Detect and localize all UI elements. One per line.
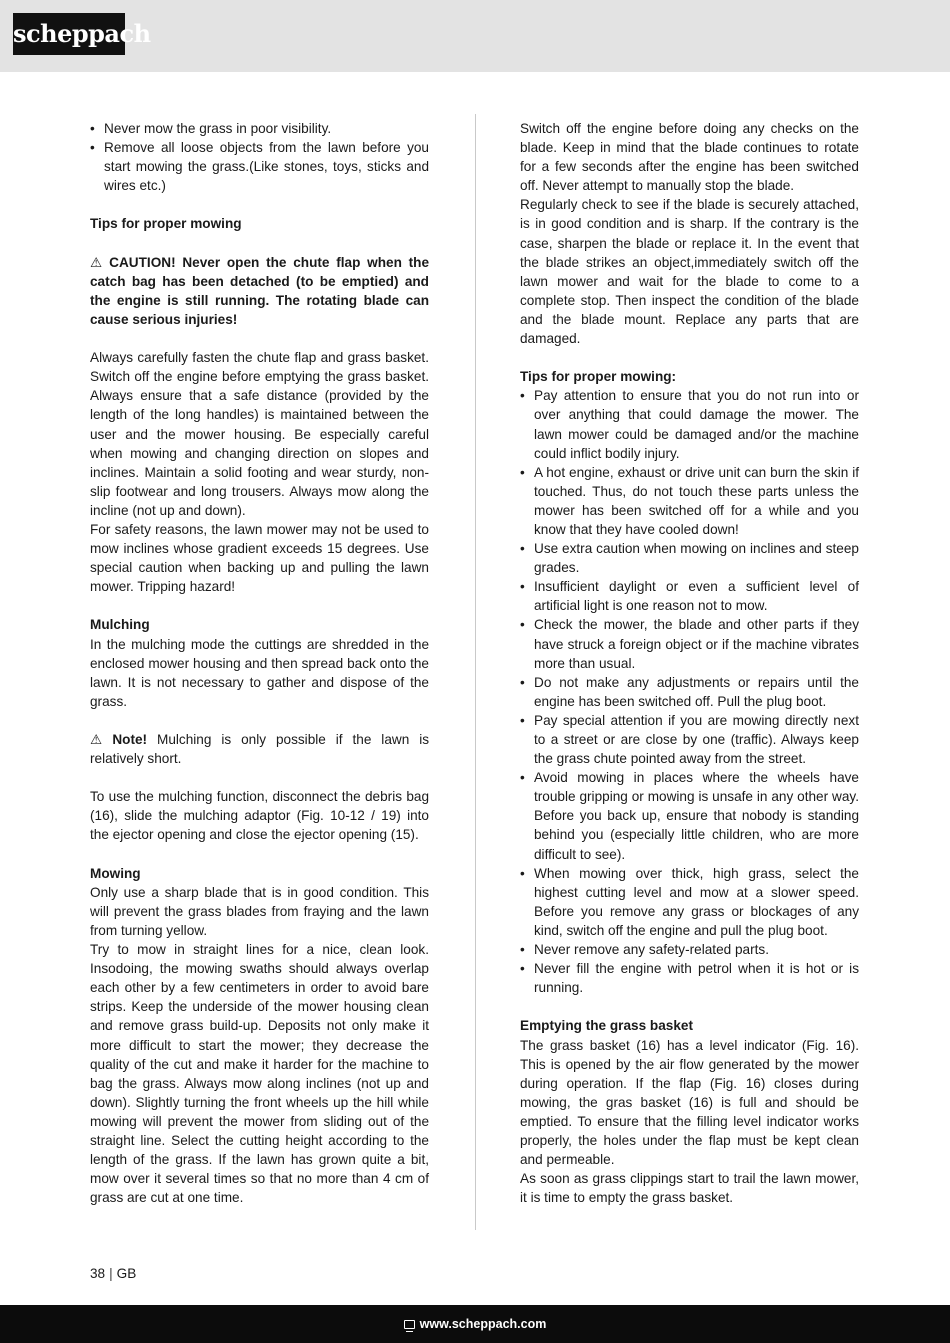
tips-list — [520, 386, 859, 997]
right-column — [520, 119, 859, 1207]
list-item: • Check the mower, the blade and other parts if they have struck a foreign object or if the machine vibrates more than usual. — [520, 615, 859, 672]
mowing-heading: Mowing — [90, 865, 141, 881]
page-separator: | — [109, 1266, 113, 1281]
list-item: • When mowing over thick, high grass, select the highest cutting level and mow at a slower speed. Before you remove any grass or blockages of any kind, switch off the engine and pull the plug boot. — [520, 864, 859, 940]
note-paragraph — [90, 730, 429, 768]
list-item: • Remove all loose objects from the lawn before you start mowing the grass.(Like stones, toys, sticks and wires etc.) — [90, 138, 429, 195]
language-code: GB — [116, 1266, 137, 1281]
caution-text: CAUTION! Never open the chute flap when the catch bag has been detached (to be emptied) and the engine is still running. The rotating blade can cause serious injuries! — [90, 254, 429, 327]
page-footer — [0, 1305, 950, 1343]
list-item: • Never mow the grass in poor visibility. — [90, 119, 429, 138]
note-text: Mulching is only possible if the lawn is relatively short. — [90, 732, 430, 767]
regular-check-paragraph: Regularly check to see if the blade is securely attached, is in good condition and is sharp. If the contrary is the case, sharpen the blade or replace it. In the event that the blade strikes an object,immediately switch off the lawn mower and wait for the blade to come to a complete stop. Then inspect the condition of the blade and the blade mount. Replace any parts that are damaged. — [520, 197, 859, 347]
list-item: • Pay attention to ensure that you do not run into or over anything that could damage the mower. The lawn mower could be damaged and/or the machine could inflict bodily injury. — [520, 386, 859, 462]
page-number — [90, 1264, 136, 1283]
mowing-paragraph-2: Try to mow in straight lines for a nice, clean look. Insodoing, the mowing swaths should always overlap each other by a few centimeters in order to avoid bare strips. Keep the underside of the mower housing clean and remove grass build-up. Deposits not only make it more difficult to start the mower; they decrease the quality of the cut and make it harder for the machine to bag the grass. Always mow along inclines (not up and down). Slightly turning the front wheels up the hill while mowing will prevent the mower from sliding out of the straight line. Select the cutting height according to the length of the grass. If the lawn has grown quite a bit, mow over it several times so that no more than 4 cm of grass are cut at one time. — [90, 942, 429, 1206]
monitor-icon — [404, 1320, 415, 1329]
tips-heading: Tips for proper mowing — [90, 216, 242, 232]
caution-paragraph — [90, 253, 429, 329]
page-number-value: 38 — [90, 1266, 106, 1281]
page-header — [0, 0, 950, 72]
left-column — [90, 119, 429, 1207]
note-label: Note! — [112, 732, 148, 747]
column-divider — [475, 114, 476, 1230]
brand-logo: scheppach — [13, 13, 125, 55]
safety-paragraph: For safety reasons, the lawn mower may not be used to mow inclines whose gradient exceeds 15 degrees. Use special caution when backing up and pulling the lawn mower. Tripping hazard! — [90, 521, 429, 595]
emptying-paragraph-1: The grass basket (16) has a level indicator (Fig. 16). This is opened by the air flow generated by the mower during operation. If the flap (Fig. 16) closes during mowing, the gras basket (16) is full and should be emptied. To ensure that the filling level indicator works properly, the holes under the flap must be kept clean and permeable. — [520, 1037, 859, 1168]
warning-icon: ⚠ — [90, 732, 109, 747]
list-item: • A hot engine, exhaust or drive unit can burn the skin if touched. Thus, do not touch these parts unless the mower has been switched off for a while and you know that they have cooled down! — [520, 463, 859, 539]
switch-paragraph: Switch off the engine before doing any checks on the blade. Keep in mind that the blade continues to rotate for a few seconds after the engine has been switched off. Never attempt to manually stop the blade. — [520, 121, 859, 194]
list-item: • Do not make any adjustments or repairs until the engine has been switched off. Pull the plug boot. — [520, 673, 859, 711]
website-link[interactable]: www.scheppach.com — [419, 1317, 547, 1331]
list-item: • Never remove any safety-related parts. — [520, 940, 859, 959]
mulch-use-paragraph: To use the mulching function, disconnect the debris bag (16), slide the mulching adaptor (Fig. 10-12 / 19) into the ejector opening and close the ejector opening (15). — [90, 789, 429, 843]
mulching-heading: Mulching — [90, 617, 150, 633]
list-item: • Insufficient daylight or even a sufficient level of artificial light is one reason not to mow. — [520, 577, 859, 615]
list-item: • Pay special attention if you are mowing directly next to a street or are close by one (traffic). Always keep the grass chute pointed away from the street. — [520, 711, 859, 768]
list-item: • Avoid mowing in places where the wheels have trouble gripping or mowing is unsafe in any other way. Before you back up, ensure that nobody is standing behind you (especially little children, who are more difficult to see). — [520, 768, 859, 863]
warning-icon: ⚠ — [90, 254, 106, 270]
mulching-paragraph: In the mulching mode the cuttings are shredded in the enclosed mower housing and then spread back onto the lawn. It is not necessary to gather and dispose of the grass. — [90, 636, 429, 709]
fasten-paragraph: Always carefully fasten the chute flap and grass basket. Switch off the engine before emptying the grass basket. Always ensure that a safe distance (provided by the length of the long handles) is maintained between the user and the mower housing. Be especially careful when mowing and changing direction on slopes and inclines. Maintain a solid footing and wear sturdy, non-slip footwear and long trousers. Always mow along the incline (not up and down). — [90, 350, 429, 518]
safety-list — [90, 119, 429, 195]
list-item: • Never fill the engine with petrol when it is hot or is running. — [520, 959, 859, 997]
tips-heading: Tips for proper mowing: — [520, 369, 677, 385]
emptying-paragraph-2: As soon as grass clippings start to trail the lawn mower, it is time to empty the grass basket. — [520, 1171, 859, 1206]
list-item: • Use extra caution when mowing on inclines and steep grades. — [520, 539, 859, 577]
mowing-paragraph-1: Only use a sharp blade that is in good condition. This will prevent the grass blades from fraying and the lawn from turning yellow. — [90, 884, 429, 938]
emptying-heading: Emptying the grass basket — [520, 1018, 693, 1034]
